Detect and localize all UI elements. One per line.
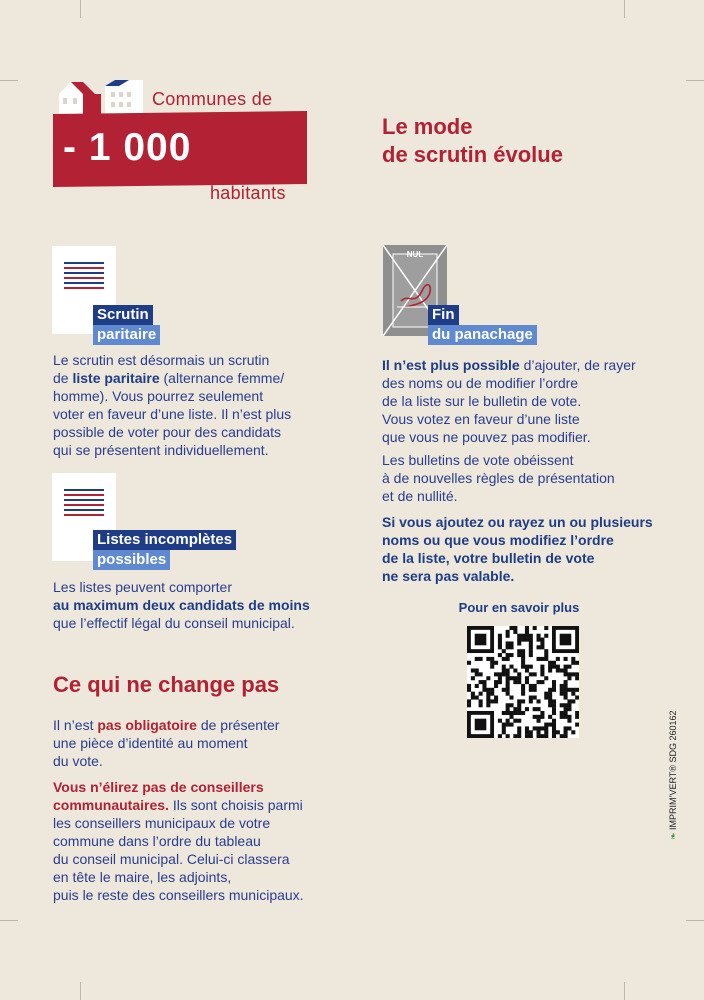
crop-mark [686, 920, 704, 921]
panachage-text-2: Les bulletins de vote obéissent à de nouvelles règles de présentation et de nullité. [382, 452, 615, 504]
qr-code[interactable] [467, 626, 579, 738]
scrutin-paritaire-label: Scrutin paritaire [93, 305, 160, 345]
crop-mark [624, 0, 625, 18]
houses-icon [57, 80, 147, 114]
crop-mark [80, 982, 81, 1000]
population-threshold: - 1 000 [63, 126, 192, 169]
unchanged-text-1: Il n’est pas obligatoire de présenter une pièce d’identité au moment du vote. [53, 717, 280, 769]
panachage-warning: Si vous ajoutez ou rayez un ou plusieurs noms ou que vous modifiez l’ordre de la liste, votre bulletin de vote ne sera pas valable. [382, 514, 653, 584]
listes-incompletes-text: Les listes peuvent comporter au maximum deux candidats de moins que l’effectif légal du conseil municipal. [53, 579, 310, 631]
fin-panachage-label: Fin du panachage [428, 305, 537, 345]
crop-mark [624, 982, 625, 1000]
scrutin-paritaire-text: Le scrutin est désormais un scrutin de liste paritaire (alternance femme/ homme). Vous pourrez seulement voter en faveur d’une liste. Il n’est plus possible de voter pour des candidats qui se présentent individuellement. [53, 352, 292, 458]
unchanged-text-2: Vous n’élirez pas de conseillers communautaires. Ils sont choisis parmi les conseillers municipaux de votre commune dans l’ordre du tableau du conseil municipal. Celui-ci classera en tête le maire, les adjoints, puis le reste des conseillers municipaux. [53, 779, 304, 903]
leaf-icon: ❧ [668, 829, 678, 840]
panachage-text-1: Il n’est plus possible d’ajouter, de rayer des noms ou de modifier l’ordre de la liste sur le bulletin de vote. Vous votez en faveur d’une liste que vous ne pouvez pas modifier. [382, 357, 636, 445]
crop-mark [0, 920, 18, 921]
listes-incompletes-label: Listes incomplètes possibles [93, 530, 236, 570]
imprint-mention: ❧ IMPRIM’VERT® SDG 260162 [668, 710, 678, 840]
nul-label: NUL [406, 250, 424, 259]
habitants-label: habitants [210, 183, 286, 203]
section-title-unchanged: Ce qui ne change pas [53, 672, 280, 697]
communes-label: Communes de [152, 89, 273, 109]
page-title: Le mode de scrutin évolue [382, 114, 563, 167]
qr-title: Pour en savoir plus [458, 600, 580, 615]
crop-mark [686, 80, 704, 81]
crop-mark [80, 0, 81, 18]
crop-mark [0, 80, 18, 81]
